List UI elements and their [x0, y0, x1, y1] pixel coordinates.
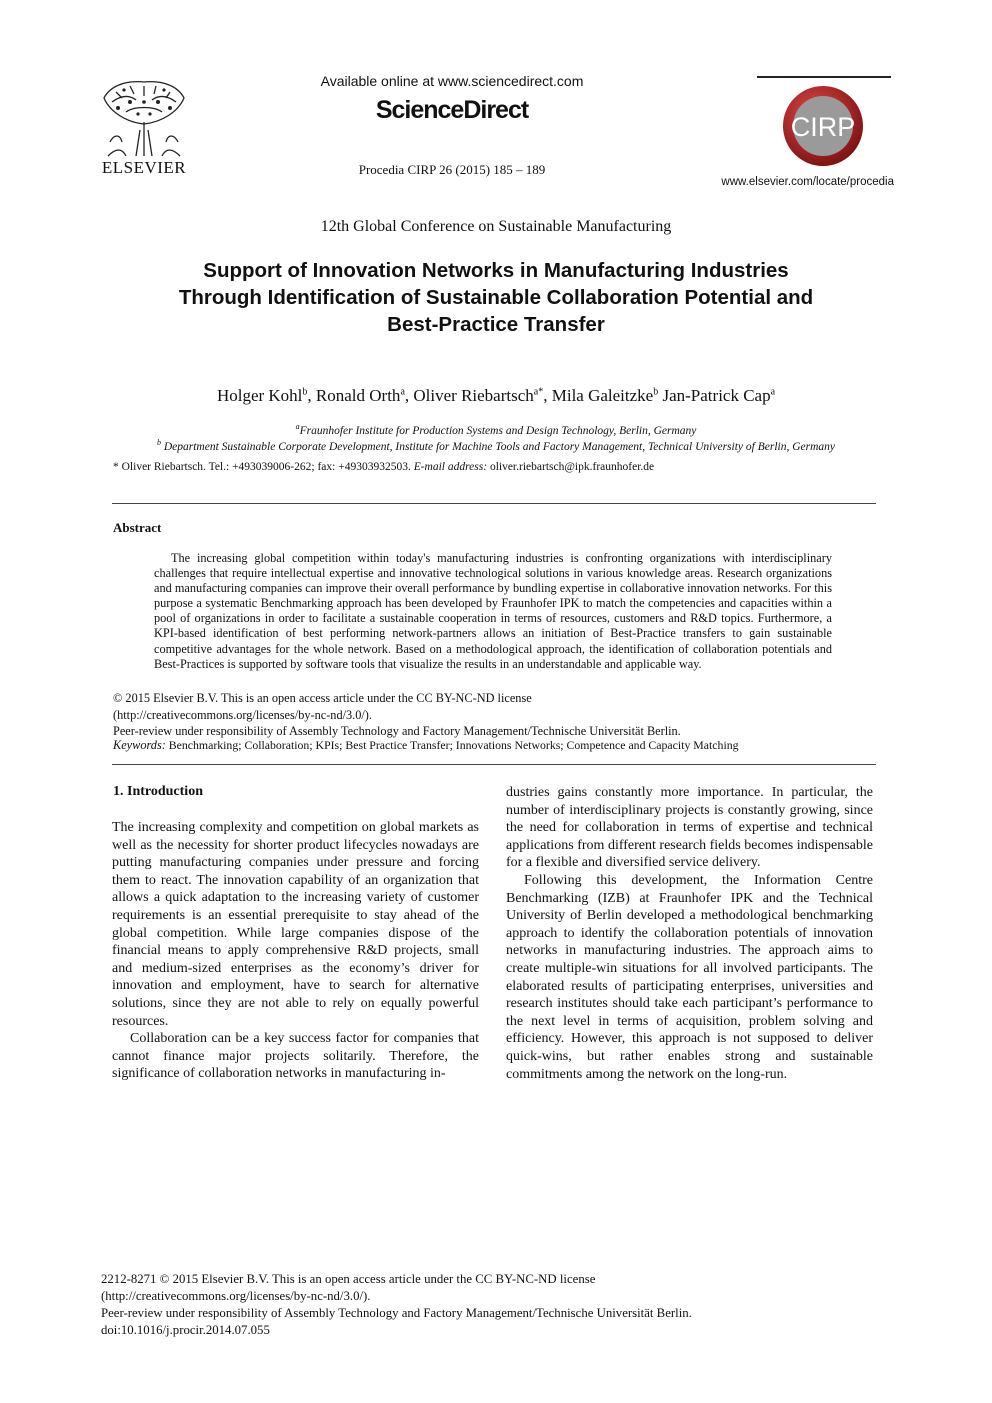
- abstract-copyright: © 2015 Elsevier B.V. This is an open access article under the CC BY-NC-ND license: [113, 691, 532, 705]
- left-column: [112, 819, 479, 1083]
- keywords-label: Keywords:: [113, 738, 166, 752]
- author-affil-mark: a: [400, 386, 405, 398]
- affiliation-text: Fraunhofer Institute for Production Systems and Design Technology, Berlin, Germany: [299, 424, 697, 437]
- abstract-top-rule: [112, 503, 876, 504]
- abstract-peer-review: Peer-review under responsibility of Assembly Technology and Factory Management/Technische Universität Berlin.: [113, 724, 681, 738]
- available-online-text: Available online at www.sciencedirect.com: [320, 73, 584, 89]
- keywords: [113, 738, 893, 753]
- corresponding-author: [113, 461, 893, 473]
- author-name: Jan-Patrick Cap: [662, 386, 771, 405]
- abstract-heading: Abstract: [113, 520, 162, 535]
- abstract-license-link[interactable]: (http://creativecommons.org/licenses/by-nc-nd/3.0/).: [113, 708, 372, 722]
- email-label: E-mail address:: [413, 461, 488, 473]
- abstract-bottom-rule: [112, 764, 876, 765]
- publisher-name: ELSEVIER: [101, 158, 187, 177]
- author-affil-mark: b: [302, 386, 308, 398]
- footer-license-link[interactable]: (http://creativecommons.org/licenses/by-nc-nd/3.0/).: [101, 1289, 371, 1303]
- author-affil-mark: a*: [533, 386, 544, 398]
- body-paragraph: The increasing complexity and competition on global markets as well as the necessity for shorter product lifecycles nowadays are putting manufacturing companies under pressure and forcing them to react. The innovation capability of an organization that allows a quick adaptation to the increasing variety of customer requirements is an essential prerequisite to stay ahead of the global competition. While large companies dispose of the financial means to apply comprehensive R&D projects, small and medium-sized enterprises as the economy’s driver for innovation and employment, have to search for alternative solutions, since they are not able to rely on equally powerful resources.: [112, 820, 479, 1029]
- author-affil-mark: a: [770, 386, 776, 398]
- affiliation-b: [96, 438, 896, 453]
- author-name: Oliver Riebartsch: [413, 386, 534, 405]
- keywords-list: Benchmarking; Collaboration; KPIs; Best Practice Transfer; Innovations Networks; Competence and Capacity Matching: [165, 738, 739, 752]
- author-list: [96, 386, 896, 406]
- journal-citation: Procedia CIRP 26 (2015) 185 – 189: [358, 162, 546, 177]
- footer-doi[interactable]: doi:10.1016/j.procir.2014.07.055: [101, 1323, 270, 1337]
- section-heading: 1. Introduction: [113, 784, 203, 799]
- right-column: [506, 784, 873, 1083]
- conference-name: 12th Global Conference on Sustainable Manufacturing: [320, 218, 672, 235]
- email-address[interactable]: oliver.riebartsch@ipk.fraunhofer.de: [487, 461, 655, 473]
- title-line: Through Identification of Sustainable Collaboration Potential and: [178, 286, 814, 309]
- footer-issn-license: 2212-8271 © 2015 Elsevier B.V. This is an open access article under the CC BY-NC-ND license: [101, 1272, 596, 1286]
- affiliation-mark: b: [156, 438, 161, 447]
- author-separator: ,: [404, 386, 414, 405]
- author-separator: ,: [307, 386, 316, 405]
- affiliation-text: Department Sustainable Corporate Development, Institute for Machine Tools and Factory Management, Technical University of Berlin, Germany: [160, 440, 836, 453]
- author-separator: ,: [543, 386, 552, 405]
- body-paragraph: Collaboration can be a key success factor for companies that cannot finance major projects solitarily. Therefore, the significance of collaboration networks in manufacturing in-: [112, 1031, 479, 1082]
- footer-peer-review: Peer-review under responsibility of Assembly Technology and Factory Management/Technische Universität Berlin.: [101, 1306, 692, 1320]
- author-name: Ronald Orth: [315, 386, 401, 405]
- author-affil-mark: b: [653, 386, 659, 398]
- abstract-text: The increasing global competition within today's manufacturing industries is confronting organizations with interdisciplinary challenges that require intellectual expertise and innovative technological solutions in various knowledge areas. Research organizations and manufacturing companies can improve their overall performance by bundling expertise in collaborative innovation networks. For this purpose a systematic Benchmarking approach has been developed by Fraunhofer IPK to match the competencies and capacities within a pool of organizations in order to facilitate a sustainable cooperation in terms of resources, customers and R&D topics. Furthermore, a KPI-based identification of best performing network-partners allows an initiation of Best-Practice transfers to gain sustainable competitive advantages for the whole network. Based on a methodological approach, the identification of collaboration potentials and Best-Practices is supported by software tools that visualize the results in an understandable and applicable way.: [154, 551, 832, 671]
- body-paragraph: Following this development, the Information Centre Benchmarking (IZB) at Fraunhofer IPK and the Technical University of Berlin developed a methodological benchmarking approach to identify the collaboration potentials of innovation networks in manufacturing industries. The approach aims to create multiple-win situations for all involved participants. The elaborated results of participating enterprises, universities and research institutes should take each participant’s performance to the next level in terms of acquisition, problem solving and efficiency. However, this approach is not supposed to deliver quick-wins, but rather enables strong and sustainable commitments among the network on the long-run.: [506, 872, 873, 1082]
- title-line: Best-Practice Transfer: [387, 313, 605, 336]
- cirp-logo: [781, 84, 865, 168]
- author-name: Holger Kohl: [216, 386, 303, 405]
- affiliation-a: [96, 422, 896, 437]
- author-name: Mila Galeitzke: [551, 386, 654, 405]
- cirp-logo-text: CIRP: [790, 112, 856, 142]
- journal-homepage-link[interactable]: www.elsevier.com/locate/procedia: [721, 176, 894, 188]
- corresponding-contact: * Oliver Riebartsch. Tel.: +493039006-262; fax: +49303932503.: [113, 461, 414, 473]
- paper-title: [96, 257, 896, 338]
- header-rule: [757, 76, 891, 78]
- title-line: Support of Innovation Networks in Manufacturing Industries: [203, 259, 789, 282]
- sciencedirect-wordmark: ScienceDirect: [375, 96, 529, 124]
- affiliation-mark: a: [295, 422, 300, 431]
- body-paragraph: dustries gains constantly more importance. In particular, the number of interdisciplinary projects is constantly growing, since the need for collaboration in terms of expertise and technical applications from different research fields becomes indispensable for a flexible and diversified service delivery.: [506, 785, 873, 871]
